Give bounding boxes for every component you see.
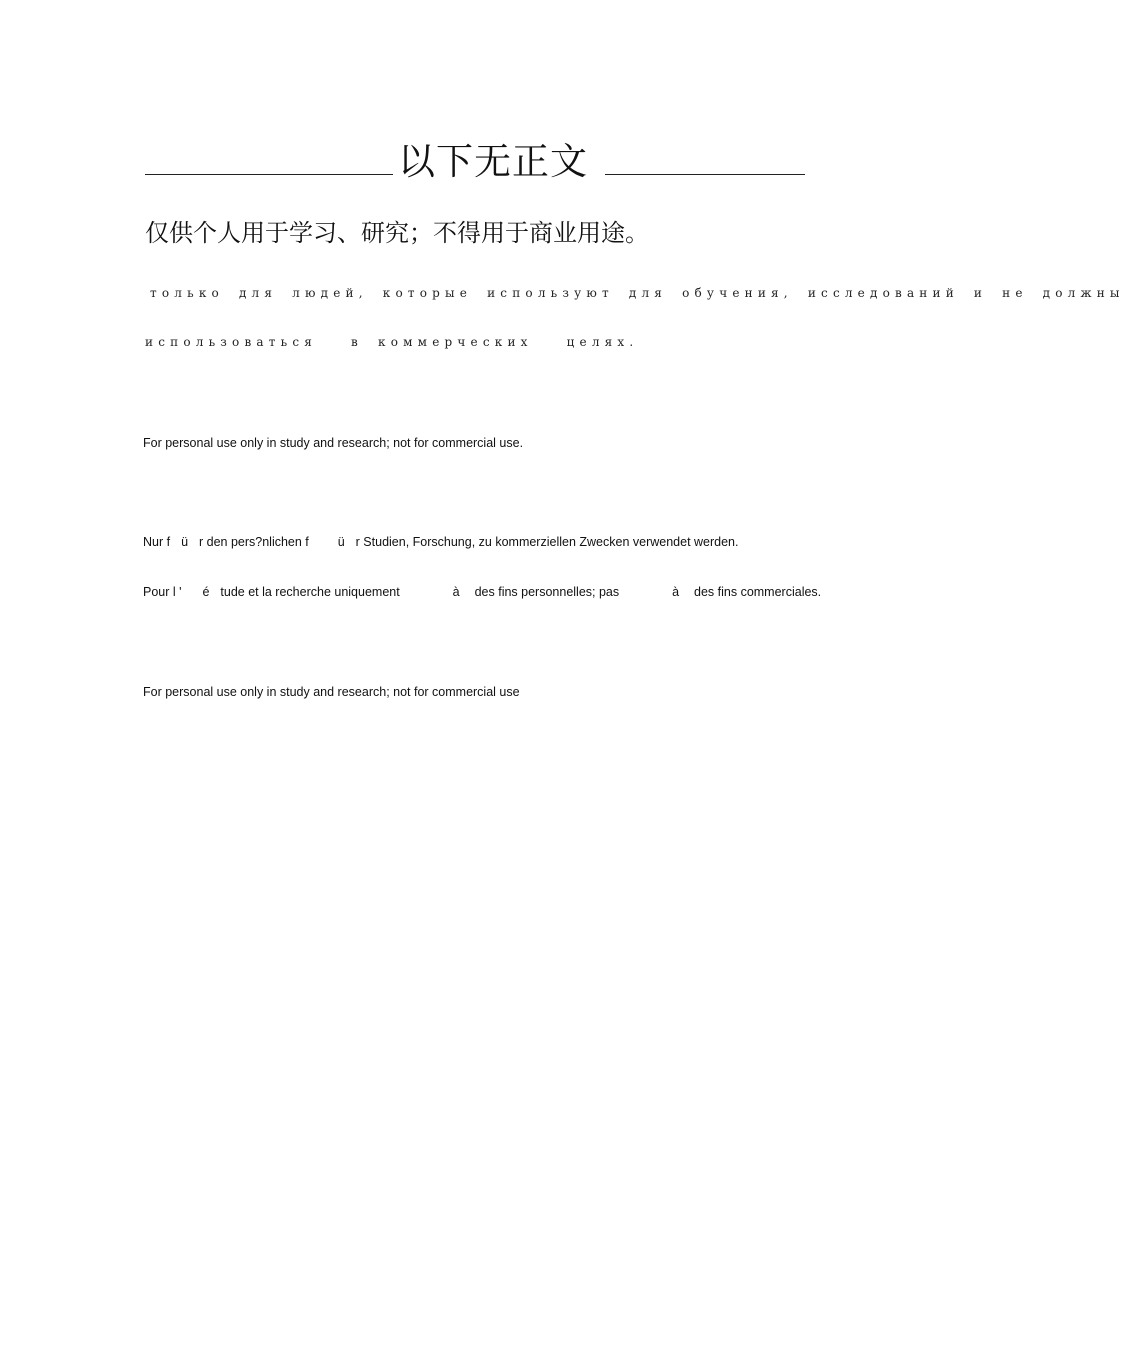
russian-notice-part-3: целях.: [566, 335, 639, 349]
english-notice-1: For personal use only in study and research; not for commercial use.: [143, 436, 524, 450]
french-notice-part-7: des fins commerciales.: [694, 585, 822, 599]
german-notice-part-1: Nur f: [143, 535, 171, 549]
french-notice: [143, 584, 821, 600]
german-notice-part-3: r den pers?nlichen f: [198, 535, 309, 549]
russian-notice-part-1: использоваться: [145, 335, 318, 349]
french-notice-part-4: à: [452, 585, 460, 599]
french-notice-part-3: tude et la recherche uniquement: [220, 585, 400, 599]
english-notice-2: For personal use only in study and research; not for commercial use: [143, 685, 520, 699]
end-marker-line-right: [605, 174, 805, 175]
german-notice-part-4: ü: [337, 535, 345, 549]
german-notice-part-5: r Studien, Forschung, zu kommerziellen Zwecken verwendet werden.: [355, 535, 739, 549]
chinese-notice: 仅供个人用于学习、研究；不得用于商业用途。: [145, 219, 649, 247]
russian-notice-part-2: в коммерческих: [351, 335, 533, 349]
russian-notice-line-2: [145, 334, 638, 350]
russian-notice-line-1: только для людей, которые используют для обучения, исследований и не должны: [150, 286, 1125, 300]
french-notice-part-6: à: [672, 585, 680, 599]
german-notice-part-2: ü: [181, 535, 189, 549]
french-notice-part-1: Pour l ': [143, 585, 182, 599]
end-marker-line-left: [145, 174, 393, 175]
german-notice: [143, 534, 738, 550]
french-notice-part-5: des fins personnelles; pas: [474, 585, 620, 599]
french-notice-part-2: é: [202, 585, 210, 599]
end-marker-title: 以下无正文: [398, 140, 588, 183]
